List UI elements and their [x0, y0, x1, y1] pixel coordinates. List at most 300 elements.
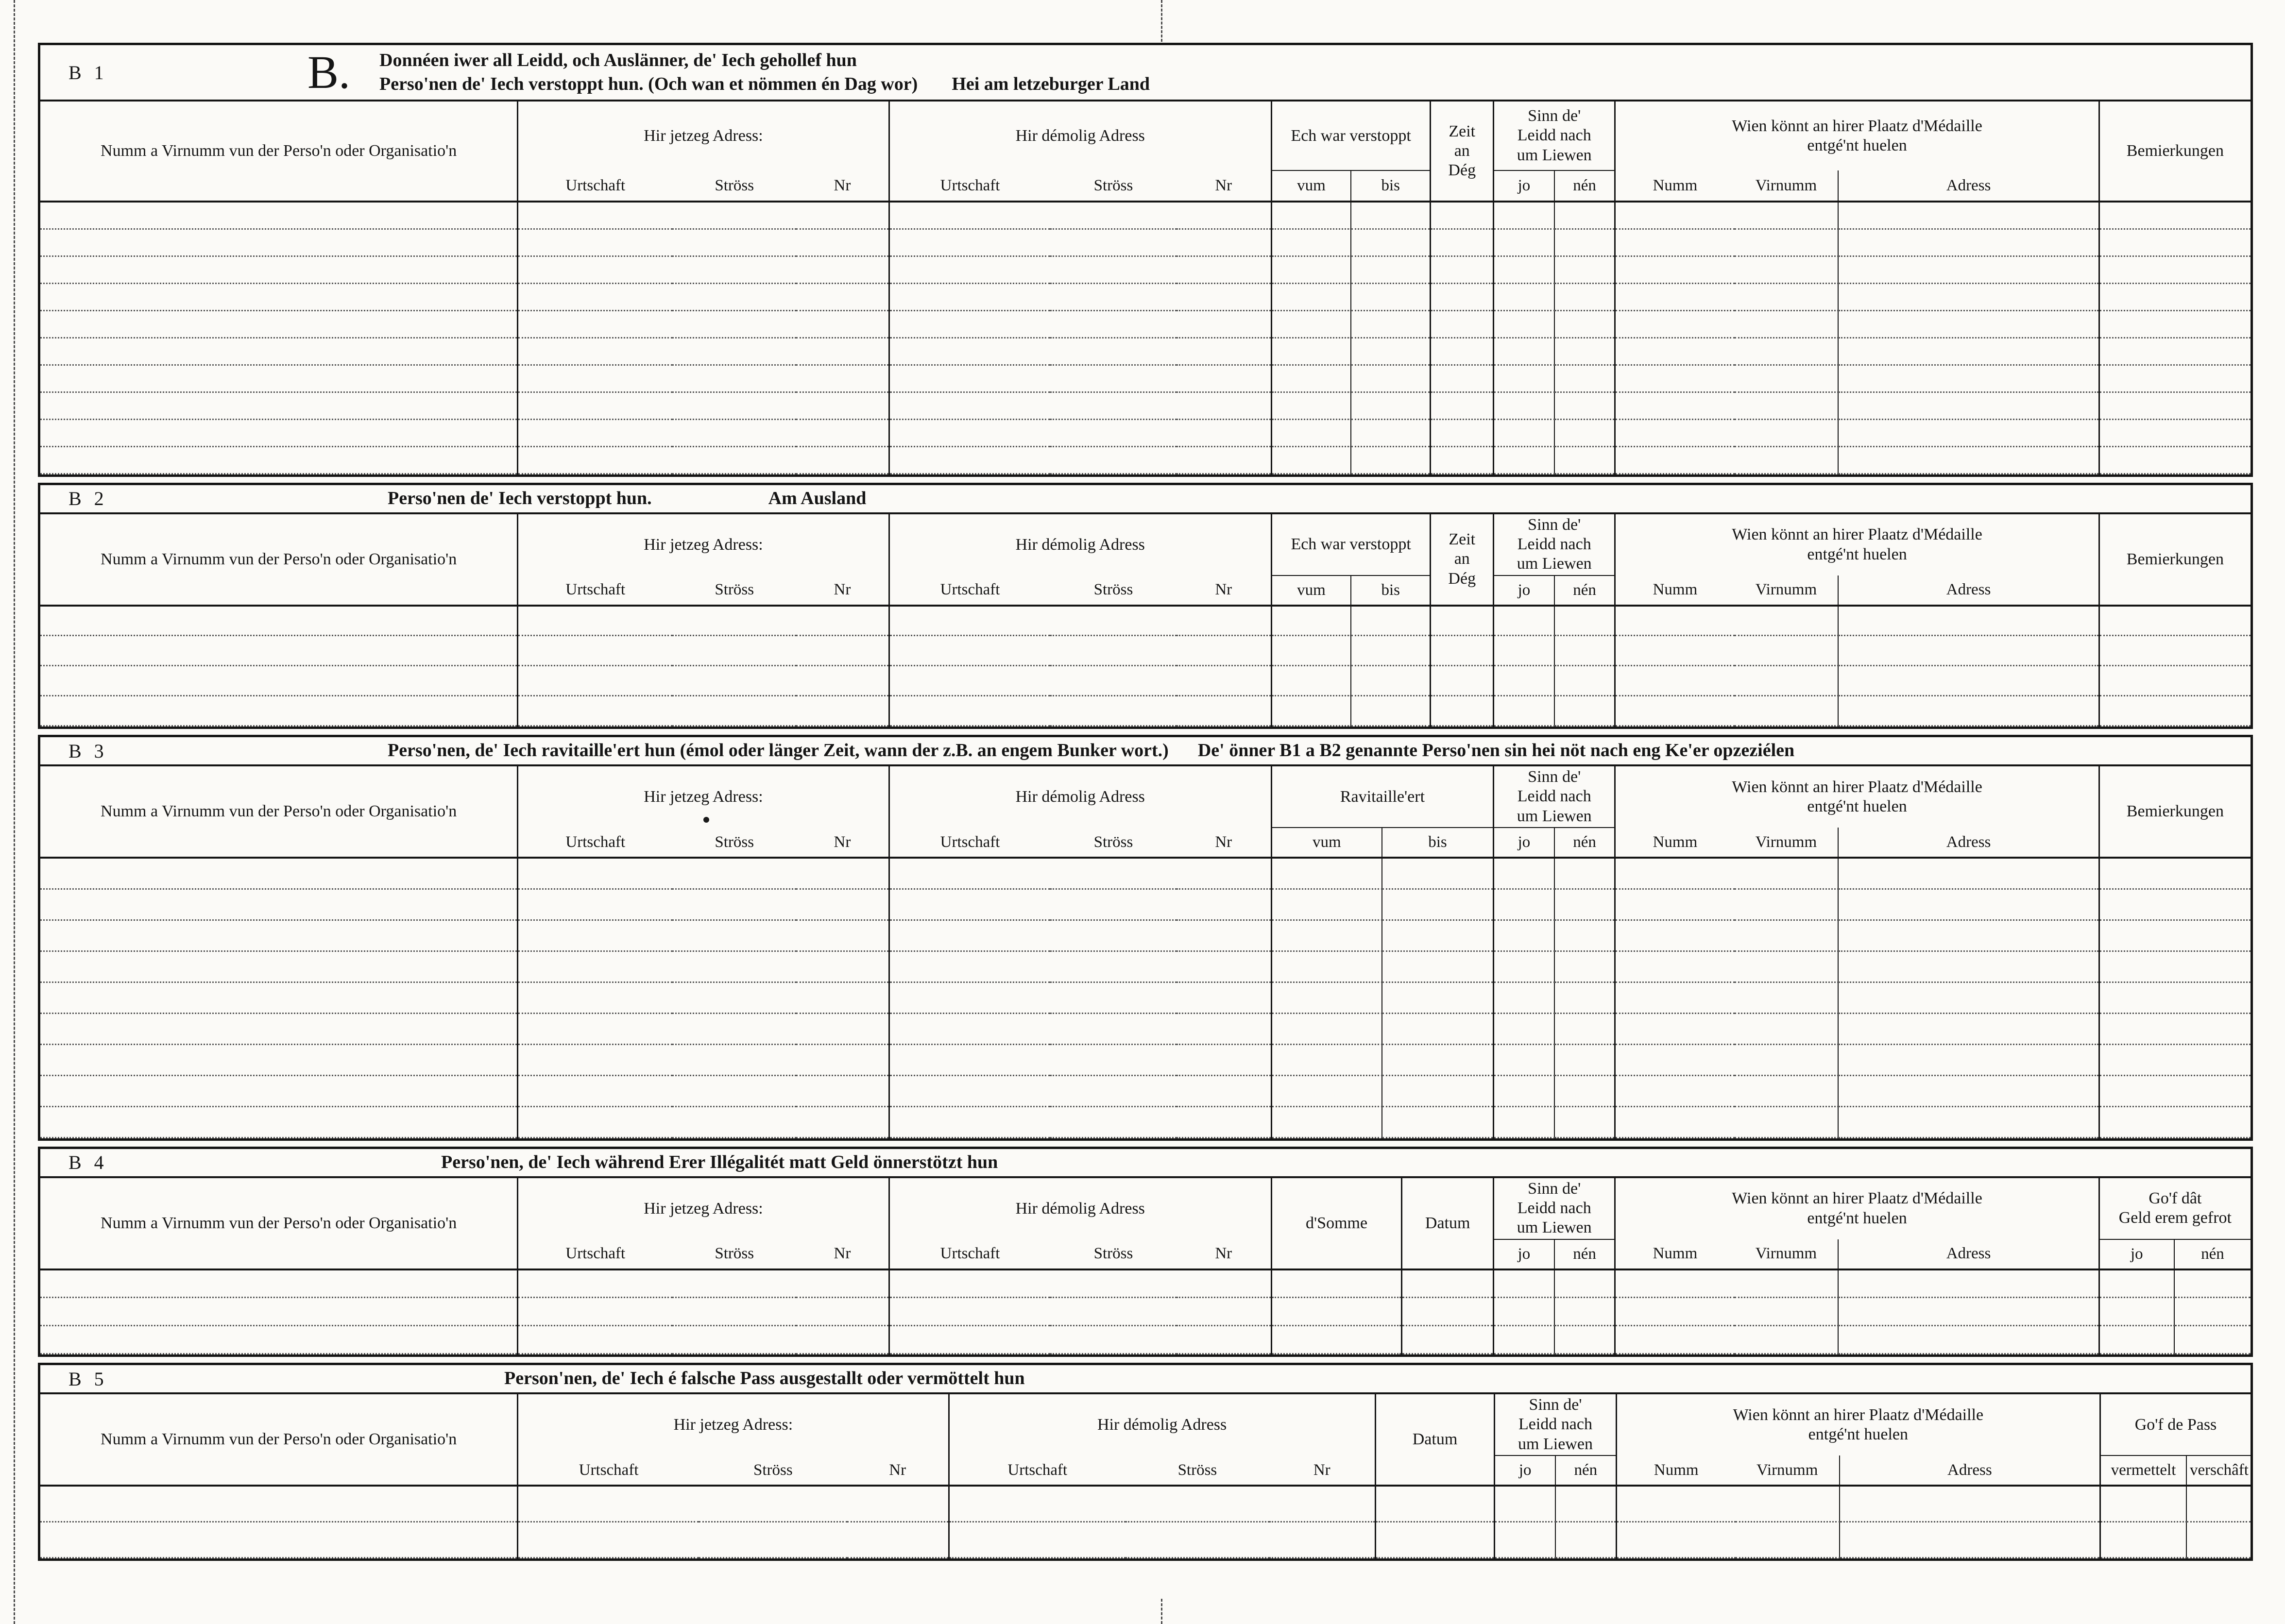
subcol-jo: jo: [1494, 828, 1554, 858]
cell-duration: [1431, 606, 1494, 636]
subcol-adress: Adress: [1840, 1455, 2100, 1486]
cell-current-address: [518, 419, 889, 446]
section-b4-titlebar: [40, 1149, 2251, 1178]
cell-former-address: [889, 419, 1271, 446]
cell-bis: [1351, 229, 1431, 256]
subcol-virnumm: Virnumm: [1736, 1455, 1840, 1486]
cell-name: [40, 858, 518, 889]
cell-money-nen: [2174, 1298, 2251, 1326]
col-name: Numm a Virnumm vun der Perso'n oder Organisatio'n: [40, 514, 518, 606]
cell-medal-address: [1838, 1298, 2099, 1326]
cell-medal-name: [1615, 1013, 1839, 1044]
cell-medal-name: [1615, 1269, 1839, 1298]
cell-name: [40, 1298, 518, 1326]
cell-duration: [1431, 229, 1494, 256]
entry-row: [40, 889, 2251, 920]
cell-former-address: [889, 696, 1271, 726]
cell-nen: [1554, 666, 1615, 696]
col-group-current-address: Hir jetzeg Adress:: [518, 1178, 889, 1239]
subcol-jo: jo: [2099, 1239, 2174, 1269]
cell-remarks: [2099, 858, 2251, 889]
cell-bis: [1351, 338, 1431, 365]
cell-pass-verschaft: [2186, 1486, 2251, 1522]
col-group-still-alive: Sinn de' Leidd nach um Liewen: [1495, 1394, 1616, 1455]
entry-row: [40, 1486, 2251, 1522]
cell-medal-address: [1838, 202, 2099, 229]
cell-nen: [1554, 338, 1615, 365]
subcol-virnumm: Virnumm: [1735, 170, 1839, 202]
cell-former-address: [889, 858, 1271, 889]
section-b3-title: Perso'nen, de' Iech ravitaille'ert hun (émol oder länger Zeit, wann der z.B. an engem Bunker wort.) De' önner B1 a B2 genannte Perso'nen sin hei nöt nach eng Ke'er opzeziélen: [388, 740, 1795, 761]
subcol-nr: Nr: [796, 828, 889, 858]
cell-bis: [1351, 392, 1431, 419]
col-group-medal-recipient: Wien könnt an hirer Plaatz d'Médaille entgé'nt huelen: [1615, 1178, 2099, 1239]
cell-medal-name: [1615, 858, 1839, 889]
cell-former-address: [889, 283, 1271, 310]
cell-duration: [1431, 310, 1494, 338]
subcol-nr: Nr: [1177, 170, 1272, 202]
cell-vum: [1271, 606, 1351, 636]
cell-former-address: [889, 666, 1271, 696]
cell-date: [1402, 1269, 1494, 1298]
cell-medal-name: [1615, 666, 1839, 696]
cell-bis: [1351, 636, 1431, 666]
cell-vum: [1271, 951, 1382, 982]
entry-row: [40, 283, 2251, 310]
cell-medal-address: [1838, 1013, 2099, 1044]
cell-medal-address: [1838, 1269, 2099, 1298]
cell-nen: [1554, 696, 1615, 726]
section-b3: [38, 735, 2253, 1141]
cell-jo: [1494, 310, 1554, 338]
subcol-nr: Nr: [1177, 828, 1272, 858]
cell-duration: [1431, 696, 1494, 726]
col-group-former-address: Hir démolig Adress: [889, 1178, 1271, 1239]
cell-former-address: [889, 256, 1271, 283]
cell-duration: [1431, 666, 1494, 696]
cell-jo: [1494, 338, 1554, 365]
subcol-stross: Ströss: [699, 1455, 847, 1486]
cell-remarks: [2099, 229, 2251, 256]
cell-medal-name: [1615, 1326, 1839, 1354]
entry-row: [40, 310, 2251, 338]
entry-row: [40, 229, 2251, 256]
cell-name: [40, 696, 518, 726]
cell-medal-address: [1838, 1106, 2099, 1137]
subcol-bis: bis: [1351, 170, 1431, 202]
cell-name: [40, 982, 518, 1013]
subcol-urtschaft: Urtschaft: [889, 575, 1050, 606]
cell-medal-name: [1615, 392, 1839, 419]
col-group-current-address: Hir jetzeg Adress:: [518, 1394, 949, 1455]
subcol-nr: Nr: [796, 575, 889, 606]
cell-former-address: [889, 920, 1271, 951]
entry-row: [40, 1106, 2251, 1137]
subcol-nr: Nr: [1177, 575, 1272, 606]
cell-date: [1375, 1522, 1495, 1557]
cell-nen: [1554, 636, 1615, 666]
cell-remarks: [2099, 951, 2251, 982]
cell-money-nen: [2174, 1269, 2251, 1298]
section-b5-id: B 5: [68, 1368, 108, 1390]
cell-duration: [1431, 419, 1494, 446]
cell-name: [40, 606, 518, 636]
subcol-nr: Nr: [796, 1239, 889, 1269]
cell-medal-address: [1838, 889, 2099, 920]
cell-medal-address: [1838, 1044, 2099, 1075]
col-group-still-alive: Sinn de' Leidd nach um Liewen: [1494, 1178, 1615, 1239]
cell-jo: [1494, 1298, 1554, 1326]
cell-former-address: [889, 310, 1271, 338]
cell-medal-name: [1615, 606, 1839, 636]
cell-nen: [1554, 1044, 1615, 1075]
section-b2-titlebar: [40, 485, 2251, 514]
col-group-still-alive: Sinn de' Leidd nach um Liewen: [1494, 766, 1615, 828]
entry-row: [40, 365, 2251, 392]
section-b1: [38, 43, 2253, 477]
cell-former-address: [889, 392, 1271, 419]
cell-pass-verschaft: [2186, 1522, 2251, 1557]
cell-nen: [1555, 1522, 1616, 1557]
cell-medal-name: [1615, 365, 1839, 392]
cell-medal-name: [1615, 1106, 1839, 1137]
cell-jo: [1494, 365, 1554, 392]
cell-former-address: [889, 338, 1271, 365]
cell-medal-address: [1838, 982, 2099, 1013]
cell-money-nen: [2174, 1326, 2251, 1354]
section-b1-title: [379, 49, 1150, 97]
cell-jo: [1494, 982, 1554, 1013]
entry-row: [40, 1269, 2251, 1298]
section-b3-table: [40, 766, 2251, 1138]
cell-nen: [1554, 310, 1615, 338]
cell-remarks: [2099, 666, 2251, 696]
cell-medal-address: [1838, 419, 2099, 446]
section-b2-title-suffix: Am Ausland: [768, 488, 867, 508]
cell-medal-name: [1615, 338, 1839, 365]
entry-row: [40, 666, 2251, 696]
cell-medal-address: [1838, 310, 2099, 338]
entry-row: [40, 982, 2251, 1013]
cell-medal-address: [1838, 636, 2099, 666]
subcol-stross: Ströss: [672, 170, 796, 202]
cell-medal-address: [1838, 1326, 2099, 1354]
cell-nen: [1554, 1298, 1615, 1326]
subcol-vum: vum: [1271, 170, 1351, 202]
cell-nen: [1554, 1326, 1615, 1354]
cell-jo: [1494, 229, 1554, 256]
subcol-vermettelt: vermettelt: [2100, 1455, 2186, 1486]
cell-nen: [1554, 889, 1615, 920]
cell-medal-address: [1838, 858, 2099, 889]
section-b1-letter: B.: [307, 46, 351, 98]
cell-current-address: [518, 1106, 889, 1137]
subcol-virnumm: Virnumm: [1735, 575, 1839, 606]
cell-jo: [1494, 666, 1554, 696]
cell-jo: [1494, 920, 1554, 951]
cell-medal-address: [1838, 392, 2099, 419]
cell-former-address: [889, 1326, 1271, 1354]
cell-medal-name: [1615, 229, 1839, 256]
cell-medal-name: [1615, 1298, 1839, 1326]
cell-jo: [1494, 1326, 1554, 1354]
cell-remarks: [2099, 606, 2251, 636]
cell-current-address: [518, 338, 889, 365]
col-name: Numm a Virnumm vun der Perso'n oder Organisatio'n: [40, 1178, 518, 1269]
col-group-current-address: Hir jetzeg Adress:: [518, 102, 889, 170]
cell-current-address: [518, 920, 889, 951]
col-remarks: Bemierkungen: [2099, 514, 2251, 606]
cell-jo: [1494, 202, 1554, 229]
cell-current-address: [518, 1269, 889, 1298]
cell-jo: [1494, 951, 1554, 982]
subcol-nen: nén: [1554, 170, 1615, 202]
col-group-medal-recipient: Wien könnt an hirer Plaatz d'Médaille entgé'nt huelen: [1616, 1394, 2100, 1455]
section-b3-titlebar: [40, 737, 2251, 766]
cell-bis: [1382, 982, 1494, 1013]
cell-current-address: [518, 256, 889, 283]
cell-jo: [1495, 1522, 1555, 1557]
cell-current-address: [518, 283, 889, 310]
cell-former-address: [889, 982, 1271, 1013]
entry-row: [40, 858, 2251, 889]
section-b2: [38, 483, 2253, 729]
cell-current-address: [518, 889, 889, 920]
cell-medal-name: [1615, 951, 1839, 982]
subcol-urtschaft: Urtschaft: [518, 575, 673, 606]
subcol-numm: Numm: [1615, 828, 1735, 858]
cell-amount: [1271, 1298, 1401, 1326]
cell-bis: [1382, 951, 1494, 982]
cell-former-address: [889, 606, 1271, 636]
cell-bis: [1351, 606, 1431, 636]
cell-nen: [1555, 1486, 1616, 1522]
subcol-verschaft: verschâft: [2186, 1455, 2251, 1486]
entry-row: [40, 338, 2251, 365]
cell-bis: [1382, 920, 1494, 951]
col-group-current-address: Hir jetzeg Adress:: [518, 766, 889, 828]
cell-remarks: [2099, 446, 2251, 474]
cell-current-address: [518, 982, 889, 1013]
cell-current-address: [518, 1326, 889, 1354]
cell-medal-name: [1615, 446, 1839, 474]
cell-name: [40, 310, 518, 338]
cell-bis: [1382, 1044, 1494, 1075]
cell-money-jo: [2099, 1326, 2174, 1354]
cell-name: [40, 1075, 518, 1106]
cell-medal-name: [1616, 1486, 1840, 1522]
cell-name: [40, 229, 518, 256]
col-group-pass-provided: Go'f de Pass: [2100, 1394, 2251, 1455]
cell-medal-address: [1838, 920, 2099, 951]
cell-current-address: [518, 858, 889, 889]
subcol-virnumm: Virnumm: [1735, 1239, 1839, 1269]
cell-duration: [1431, 283, 1494, 310]
cell-vum: [1271, 310, 1351, 338]
cell-medal-name: [1615, 982, 1839, 1013]
cell-current-address: [518, 666, 889, 696]
entry-row: [40, 1298, 2251, 1326]
subcol-vum: vum: [1271, 575, 1351, 606]
section-b5-table: [40, 1394, 2251, 1558]
cell-nen: [1554, 920, 1615, 951]
col-date: Datum: [1375, 1394, 1495, 1486]
col-group-current-address: Hir jetzeg Adress:: [518, 514, 889, 575]
cell-remarks: [2099, 636, 2251, 666]
cell-bis: [1382, 1106, 1494, 1137]
section-b4-id: B 4: [68, 1151, 108, 1173]
cell-former-address: [889, 1044, 1271, 1075]
entry-row: [40, 1522, 2251, 1557]
cell-former-address: [889, 446, 1271, 474]
cell-remarks: [2099, 1044, 2251, 1075]
cell-amount: [1271, 1326, 1401, 1354]
section-b5-titlebar: [40, 1365, 2251, 1394]
cell-former-address: [949, 1522, 1375, 1557]
cell-pass-vermettelt: [2100, 1486, 2186, 1522]
entry-row: [40, 392, 2251, 419]
section-b1-table: [40, 102, 2251, 474]
cell-remarks: [2099, 365, 2251, 392]
cell-medal-name: [1615, 283, 1839, 310]
col-group-hidden-period: Ech war verstoppt: [1271, 514, 1431, 575]
col-group-former-address: Hir démolig Adress: [889, 766, 1271, 828]
cell-vum: [1271, 338, 1351, 365]
subcol-jo: jo: [1494, 575, 1554, 606]
cell-jo: [1494, 283, 1554, 310]
cell-duration: [1431, 365, 1494, 392]
cell-jo: [1495, 1486, 1555, 1522]
cell-vum: [1271, 858, 1382, 889]
subcol-bis: bis: [1351, 575, 1431, 606]
subcol-urtschaft: Urtschaft: [518, 828, 673, 858]
section-b4: [38, 1147, 2253, 1357]
cell-former-address: [889, 1269, 1271, 1298]
col-group-hidden-period: Ech war verstoppt: [1271, 102, 1431, 170]
cell-former-address: [949, 1486, 1375, 1522]
cell-medal-name: [1615, 889, 1839, 920]
cell-nen: [1554, 446, 1615, 474]
cell-medal-name: [1615, 920, 1839, 951]
cell-former-address: [889, 229, 1271, 256]
cell-vum: [1271, 1013, 1382, 1044]
cell-vum: [1271, 696, 1351, 726]
cell-bis: [1351, 419, 1431, 446]
cell-vum: [1271, 202, 1351, 229]
cell-remarks: [2099, 982, 2251, 1013]
cell-medal-address: [1840, 1522, 2100, 1557]
col-group-former-address: Hir démolig Adress: [949, 1394, 1375, 1455]
cell-bis: [1351, 202, 1431, 229]
cell-bis: [1351, 283, 1431, 310]
col-duration-days: Zeit an Dég: [1431, 102, 1494, 202]
cell-nen: [1554, 606, 1615, 636]
entry-row: [40, 202, 2251, 229]
cell-jo: [1494, 858, 1554, 889]
cell-vum: [1271, 920, 1382, 951]
subcol-jo: jo: [1494, 170, 1554, 202]
cell-former-address: [889, 365, 1271, 392]
cell-medal-name: [1615, 636, 1839, 666]
cell-name: [40, 446, 518, 474]
cell-jo: [1494, 1075, 1554, 1106]
cell-medal-address: [1838, 256, 2099, 283]
subcol-nen: nén: [1554, 828, 1615, 858]
cell-vum: [1271, 666, 1351, 696]
col-name: Numm a Virnumm vun der Perso'n oder Organisatio'n: [40, 102, 518, 202]
cell-nen: [1554, 858, 1615, 889]
cell-vum: [1271, 982, 1382, 1013]
section-b1-title-line2: Perso'nen de' Iech verstoppt hun. (Och wan et nömmen én Dag wor) Hei am letzeburger Land: [379, 74, 1150, 94]
cell-vum: [1271, 256, 1351, 283]
subcol-adress: Adress: [1838, 828, 2099, 858]
section-b2-id: B 2: [68, 488, 108, 509]
fold-mark-top: [1161, 0, 1162, 42]
cell-vum: [1271, 1044, 1382, 1075]
subcol-nr: Nr: [847, 1455, 949, 1486]
cell-remarks: [2099, 419, 2251, 446]
section-b3-id: B 3: [68, 740, 108, 762]
subcol-nen: nén: [2174, 1239, 2251, 1269]
col-name: Numm a Virnumm vun der Perso'n oder Organisatio'n: [40, 766, 518, 858]
section-b5: [38, 1363, 2253, 1561]
entry-row: [40, 419, 2251, 446]
cell-current-address: [518, 1044, 889, 1075]
col-remarks: Bemierkungen: [2099, 766, 2251, 858]
subcol-adress: Adress: [1838, 575, 2099, 606]
cell-nen: [1554, 229, 1615, 256]
cell-nen: [1554, 1075, 1615, 1106]
cell-bis: [1351, 446, 1431, 474]
subcol-stross: Ströss: [672, 575, 796, 606]
cell-money-jo: [2099, 1298, 2174, 1326]
cell-current-address: [518, 1486, 949, 1522]
cell-medal-address: [1838, 696, 2099, 726]
cell-nen: [1554, 951, 1615, 982]
entry-row: [40, 1075, 2251, 1106]
form-sheet: [38, 43, 2253, 1567]
col-group-still-alive: Sinn de' Leidd nach um Liewen: [1494, 514, 1615, 575]
col-date: Datum: [1402, 1178, 1494, 1269]
cell-medal-name: [1616, 1522, 1840, 1557]
cell-duration: [1431, 202, 1494, 229]
cell-bis: [1351, 310, 1431, 338]
cell-vum: [1271, 446, 1351, 474]
cell-vum: [1271, 283, 1351, 310]
ink-dot-artifact: [703, 817, 709, 823]
subcol-adress: Adress: [1838, 1239, 2099, 1269]
cell-former-address: [889, 202, 1271, 229]
cell-medal-address: [1838, 446, 2099, 474]
section-b4-title: Perso'nen, de' Iech während Erer Illégalitét matt Geld önnerstötzt hun: [441, 1151, 998, 1172]
cell-name: [40, 636, 518, 666]
cell-money-jo: [2099, 1269, 2174, 1298]
cell-vum: [1271, 365, 1351, 392]
section-b2-table: [40, 514, 2251, 727]
entry-row: [40, 696, 2251, 726]
cell-current-address: [518, 951, 889, 982]
cell-nen: [1554, 202, 1615, 229]
cell-name: [40, 1326, 518, 1354]
subcol-stross: Ströss: [1050, 828, 1176, 858]
cell-nen: [1554, 1106, 1615, 1137]
section-b1-id: B 1: [68, 61, 108, 84]
entry-row: [40, 951, 2251, 982]
cell-medal-name: [1615, 696, 1839, 726]
cell-name: [40, 392, 518, 419]
cell-name: [40, 1044, 518, 1075]
cell-medal-address: [1838, 365, 2099, 392]
